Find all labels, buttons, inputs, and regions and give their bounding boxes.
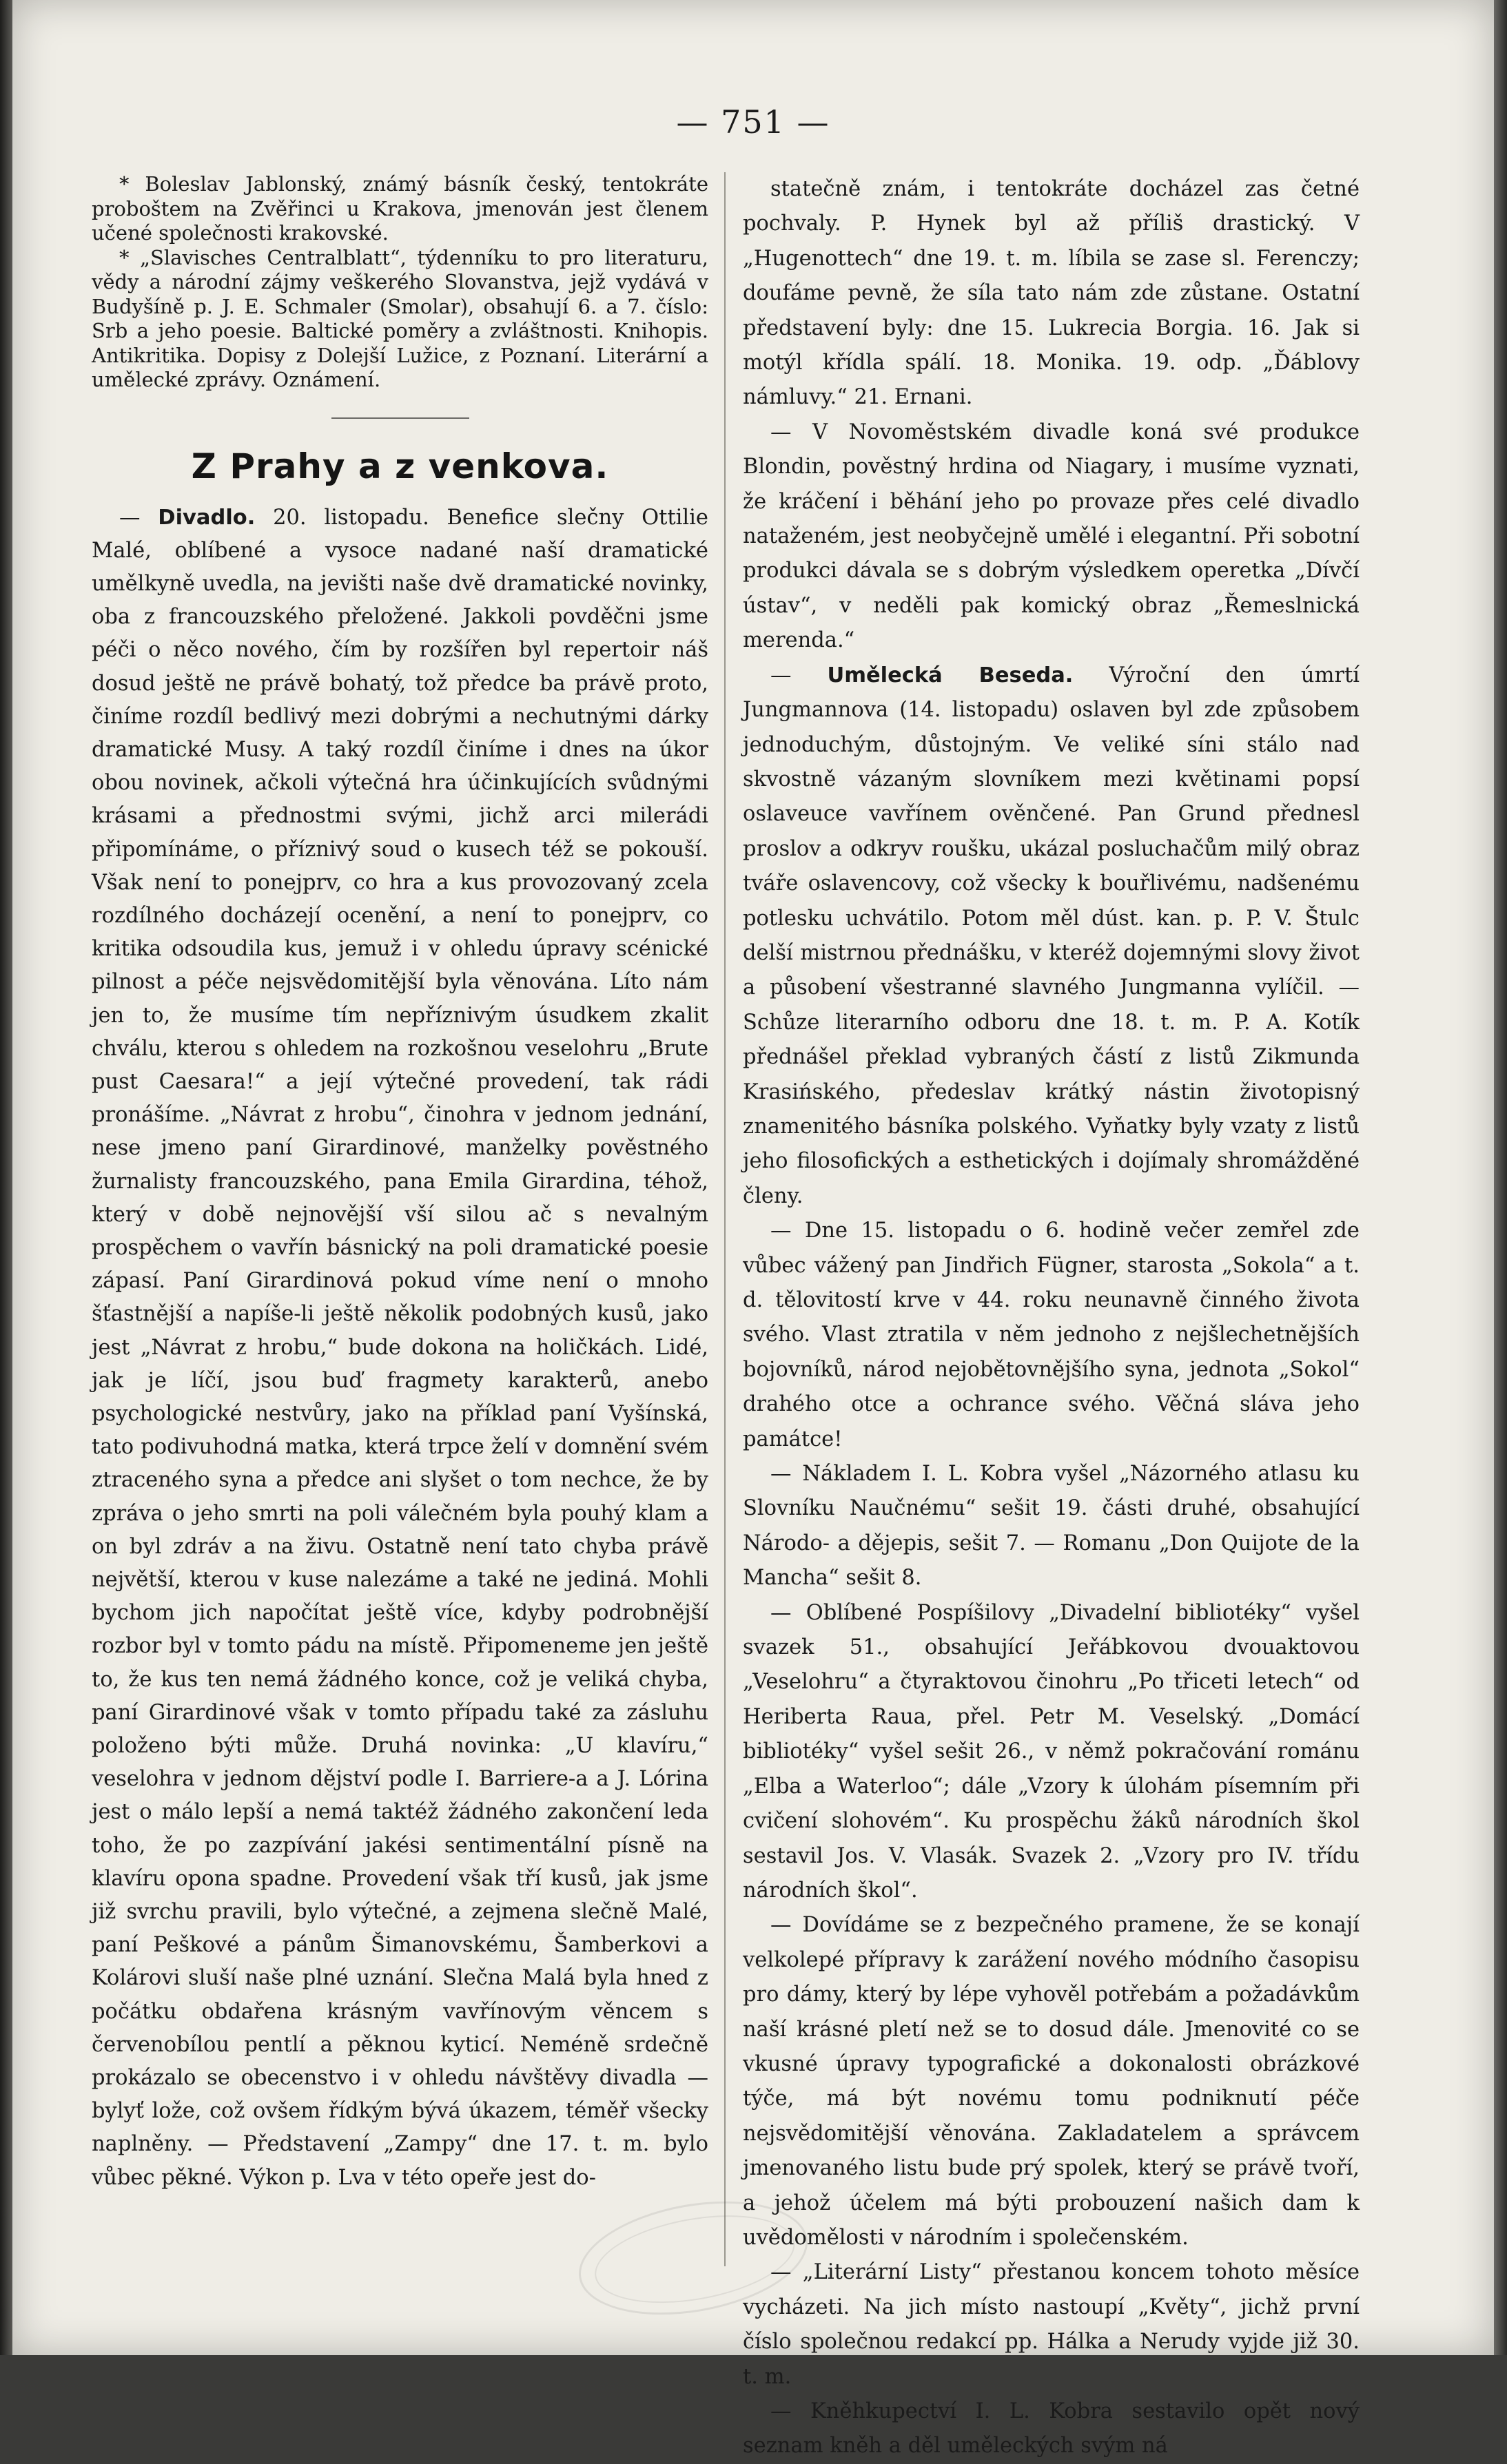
beseda-text: Výroční den úmrtí Jungmannova (14. listopadu) oslaven byl zde způsobem jednoduchým, důstojným. Ve veliké síni stálo nad skvostně vázaným slovníkem mezi květinami popsí oslaveuce vavřínem ověnčené. Pan Grund přednesl proslov a odkryv roušku, ukázal posluchačům milý obraz tváře oslavencovy, což všecky k bouřlivému, nadšenému potlesku uchvátilo. Potom měl dúst. kan. p. P. V. Štulc delší mistrnou přednášku, v kteréž dojemnými slovy život a působení všestranné slavného Jungmanna vylíčil. — Schůze literarního odboru dne 18. t. m. P. A. Kotík přednášel překlad vybraných částí z listů Zikmunda Krasińského, předeslav krátký nástin životopisný znamenitého básníka polského. Vyňatky byly vzaty z listů jeho filosofických a esthetických i dojímaly shromážděné členy. <box>743 663 1360 1208</box>
section-title: Z Prahy a z venkova. <box>191 446 609 486</box>
page-number: — 751 — <box>676 103 830 141</box>
beseda-heading: Umělecká Beseda. <box>827 663 1074 687</box>
fashion-journal-paragraph: — Dovídáme se z bezpečného pramene, že se konají velkolepé přípravy k zarážení nového módního časopisu pro dámy, který by lépe vyhověl potřebám a požadávkům naší krásné pletí než se to dosud dále. Jmenovité co se vkusné úpravy typografické a dokonalosti obrázkové týče, má být novému tomu podniknutí péče nejsvědomitější věnována. Zakladatelem a správcem jmenovaného listu bude prý spolek, který se právě tvoří, a jehož účelem má býti probouzení našich dam k uvědomělosti v národním i společenském. <box>743 1913 1360 2250</box>
literarni-listy-paragraph: — „Literární Listy“ přestanou koncem tohoto měsíce vycházeti. Na jich místo nastoupí „Květy“, jichž první číslo společnou redakcí pp. Hálka a Nerudy vyjde již 30. t. m. <box>743 2260 1360 2389</box>
section-divider <box>331 417 469 419</box>
note-jablonsky: * Boleslav Jablonský, známý básník český, tentokráte proboštem na Zvěřinci u Krakova, jmenován jest členem učené společnosti krakovské. <box>92 172 708 245</box>
divadlo-heading: Divadlo. <box>158 505 256 530</box>
beseda-paragraph <box>743 659 1360 1214</box>
column-rule <box>724 172 726 2266</box>
right-column <box>743 172 1360 2464</box>
pospisil-paragraph: — Oblíbené Pospíšilovy „Divadelní bibliotéky“ vyšel svazek 51., obsahující Jeřábkovou dvouaktovou „Veselohru“ a čtyraktovou činohru „Po třiceti letech“ od Heriberta Raua, přel. Petr M. Veselský. „Domácí bibliotéky“ vyšel sešit 26., v němž pokračování románu „Elba a Waterloo“; dále „Vzory k úlohám písemním při cvičení slohovém“. Ku prospěchu žáků národních škol sestavil Jos. V. Vlasák. Svazek 2. „Vzory pro IV. třídu národních škol“. <box>743 1600 1360 1903</box>
fugner-paragraph: — Dne 15. listopadu o 6. hodině večer zemřel zde vůbec vážený pan Jindřich Fügner, starosta „Sokola“ a t. d. tělovitostí krve v 44. roku neunavně činného života svého. Vlast ztratila v něm jednoho z nejšlechetnějších bojovníků, národ nejobětovnějšího syna, jednota „Sokol“ drahého otce a ochrance svého. Věčná sláva jeho památce! <box>743 1219 1360 1451</box>
kobra-atlas-paragraph: — Nákladem I. L. Kobra vyšel „Názorného atlasu ku Slovníku Naučnému“ sešit 19. části druhé, obsahující Národo- a dějepis, sešit 7. — Romanu „Don Quijote de la Mancha“ sešit 8. <box>743 1462 1360 1591</box>
blondin-paragraph: — V Novoměstském divadle koná své produkce Blondin, pověstný hrdina od Niagary, i musíme vyznati, že kráčení i běhání jeho po provaze přes celé divadlo nataženém, jest neobyčejně umělé i elegantní. Při sobotní produkci dávala se s dobrým výsledkem operetka „Dívčí ústav“, v neděli pak komický obraz „Řemeslnická merenda.“ <box>743 420 1360 653</box>
note-centralblatt: * „Slavisches Centralblatt“, týdenníku to pro literaturu, vědy a národní zájmy veškerého Slovanstva, jejž vydává v Budyšíně p. J. E. Schmaler (Smolar), obsahují 6. a 7. číslo: Srb a jeho poesie. Baltické poměry a zvláštnosti. Knihopis. Antikritika. Dopisy z Dolejší Lužice, z Poznaní. Literární a umělecké zprávy. Oznámení. <box>92 245 708 391</box>
scan-right-edge <box>1494 0 1507 2355</box>
divadlo-text: 20. listopadu. Benefice slečny Ottilie Malé, oblíbené a vysoce nadané naší dramatické umělkyně uvedla, na jevišti naše dvě dramatické novinky, oba z francouzského přeložené. Jakkoli povděčni jsme péči o něco nového, čím by rozšířen byl repertoir náš dosud ještě ne právě bohatý, tož předce ba právě proto, činíme rozdíl bedlivý mezi dobrými a nechutnými dárky dramatické Musy. A taký rozdíl činíme i dnes na úkor obou novinek, ačkoli výtečná hra účinkujících svůdnými krásami a přednostmi svými, jichž arci milerádi připomínáme, o příznivý soud o kusech též se pokouší. Však není to ponejprv, co hra a kus provozovaný zcela rozdílného docházejí ocenění, a není to ponejprv, co kritika odsoudila kus, jemuž i v ohledu úpravy scénické pilnost a péče nejsvědomitější byla věnována. Líto nám jen to, že musíme tím nepříznivým úsudkem zkalit chválu, kterou s ohledem na rozkošnou veselohru „Brute pust Caesara!“ a její výtečné provedení, tak rádi pronášíme. „Návrat z hrobu“, činohra v jednom jednání, nese jmeno paní Girardinové, manželky pověstného žurnalisty francouzského, pana Emila Girardina, téhož, který v době nejnovější vší silou ač s nevalným prospěchem o vavřín básnický na poli dramatické poesie zápasí. Paní Girardinová pokud víme není o mnoho šťastnější a napíše-li ještě několik podobných kusů, jako jest „Návrat z hrobu,“ bude dokona na holičkách. Lidé, jak je líčí, jsou buď fragmety karakterů, anebo psychologické nestvůry, jako na příklad paní Vyšínská, tato podivuhodná matka, která trpce želí v domnění svém ztraceného syna a předce ani slyšet o tom nechce, že by zpráva o jeho smrti na poli válečném byla pouhý klam a on byl zdráv a na živu. Ostatně není tato chyba právě největší, kterou v kuse nalezáme a také ne jediná. Mohli bychom jich napočítat ještě více, kdyby podrobnější rozbor byl v tomto pádu na místě. Připomeneme jen ještě to, že kus ten nemá žádného konce, což je veliká chyba, paní Girardinové však v tomto případu také za zásluhu položeno býti může. Druhá novinka: „U klavíru,“ veselohra v jednom dějství podle I. Barriere-a a J. Lórina jest o málo lepší a nemá taktéž žádného zakončení leda toho, že po zazpívání jakési sentimentální písně na klavíru opona spadne. Provedení však tří kusů, jak jsme již svrchu pravili, bylo výtečné, a zejmena slečně Malé, paní Peškové a pánům Šimanovskému, Šamberkovi a Kolárovi sluší naše plné uznání. Slečna Malá byla hned z počátku obdařena krásným vavřínovým věncem s červenobílou pentlí a pěknou kyticí. Neméně srdečně prokázalo se obecenstvo i v ohledu návštěvy divadla — bylyť lože, což ovšem řídkým bývá úkazem, téměř všecky naplněny. — Představení „Zampy“ dne 17. t. m. bylo vůbec pěkné. Výkon p. Lva v této opeře jest do- <box>92 505 708 2190</box>
divadlo-paragraph <box>92 501 708 2195</box>
divadlo-dash: — <box>119 505 158 530</box>
scan-left-edge <box>0 0 12 2355</box>
left-column <box>92 172 708 2195</box>
theatre-continuation: statečně znám, i tentokráte docházel zas četné pochvaly. P. Hynek byl až příliš drastický. V „Hugenottech“ dne 19. t. m. líbila se zase sl. Ferenczy; doufáme pevně, že síla tato nám zde zůstane. Ostatní představení byly: dne 15. Lukrecia Borgia. 16. Jak si motýl křídla spálí. 18. Monika. 19. odp. „Ďáblovy námluvy.“ 21. Ernani. <box>743 177 1360 410</box>
kobra-catalog-paragraph: — Kněhkupectví I. L. Kobra sestavilo opět nový seznam kněh a děl uměleckých svým ná <box>743 2399 1360 2458</box>
newspaper-page <box>12 0 1494 2458</box>
beseda-dash: — <box>770 663 828 687</box>
